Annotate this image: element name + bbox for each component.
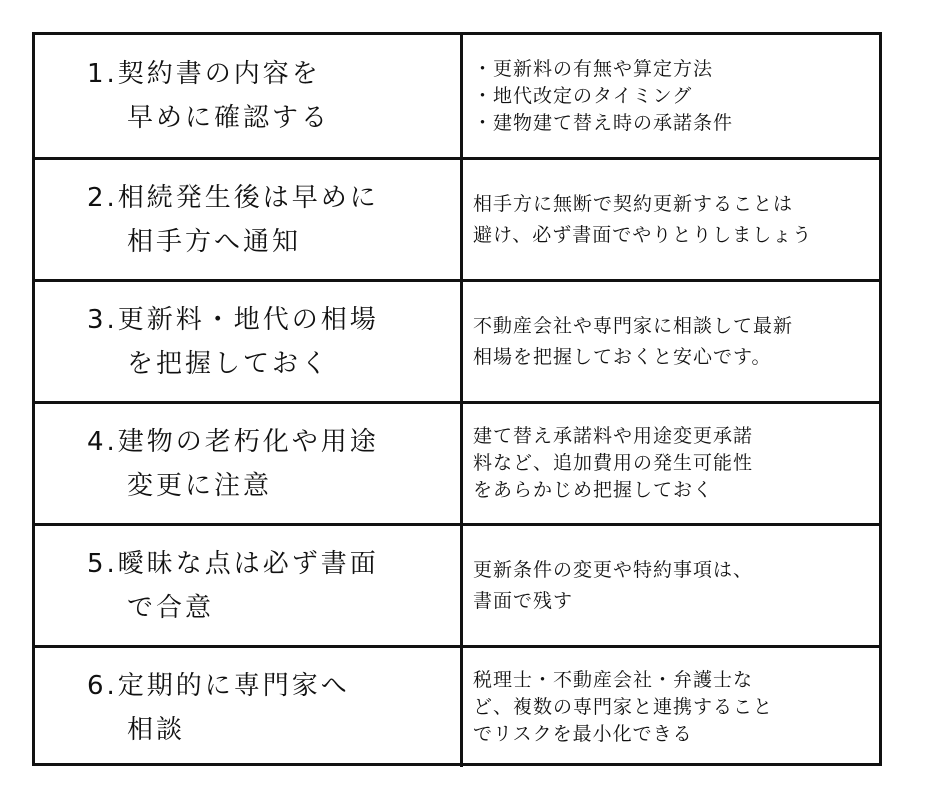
item-title-line: で合意 bbox=[127, 592, 215, 623]
item-detail-line: 相手方に無断で契約更新することは bbox=[473, 192, 794, 215]
table-row bbox=[35, 35, 879, 157]
item-title-line: 5.曖昧な点は必ず書面 bbox=[87, 548, 379, 579]
item-title-line: を把握しておく bbox=[127, 348, 331, 379]
column-divider bbox=[460, 404, 463, 523]
item-detail bbox=[473, 35, 871, 157]
item-title-line: 4.建物の老朽化や用途 bbox=[87, 426, 379, 457]
item-title bbox=[35, 648, 460, 767]
item-title-line: 1.契約書の内容を bbox=[87, 59, 321, 89]
item-detail-line: 更新条件の変更や特約事項は、 bbox=[473, 558, 754, 581]
item-detail-line: をあらかじめ把握しておく bbox=[473, 479, 714, 501]
item-detail-line: ど、複数の専門家と連携すること bbox=[473, 696, 774, 718]
column-divider bbox=[460, 160, 463, 279]
item-detail-line: 相場を把握しておくと安心です。 bbox=[473, 345, 772, 368]
column-divider bbox=[460, 35, 463, 157]
item-title-line: 6.定期的に専門家へ bbox=[87, 670, 350, 701]
item-detail bbox=[473, 526, 871, 645]
item-title bbox=[35, 404, 460, 523]
item-detail-line: 料など、追加費用の発生可能性 bbox=[473, 452, 754, 474]
item-detail-line: 避け、必ず書面でやりとりしましょう bbox=[473, 223, 813, 246]
item-title-line: 早めに確認する bbox=[127, 103, 331, 133]
column-divider bbox=[460, 526, 463, 645]
item-detail-line: ・地代改定のタイミング bbox=[473, 84, 693, 107]
item-detail bbox=[473, 282, 871, 401]
item-detail-line: でリスクを最小化できる bbox=[473, 723, 693, 745]
item-title-line: 2.相続発生後は早めに bbox=[87, 182, 379, 213]
item-title bbox=[35, 35, 460, 157]
item-detail bbox=[473, 648, 871, 767]
table-row bbox=[35, 279, 879, 401]
item-detail bbox=[473, 404, 871, 523]
item-title-line: 相談 bbox=[127, 714, 186, 745]
item-title-line: 3.更新料・地代の相場 bbox=[87, 304, 379, 335]
item-title-line: 相手方へ通知 bbox=[127, 226, 302, 257]
advice-table bbox=[32, 32, 882, 766]
item-detail-line: ・更新料の有無や算定方法 bbox=[473, 57, 714, 80]
item-title bbox=[35, 160, 460, 279]
item-title bbox=[35, 526, 460, 645]
column-divider bbox=[460, 648, 463, 767]
item-detail-line: 建て替え承諾料や用途変更承諾 bbox=[473, 425, 754, 447]
item-title-line: 変更に注意 bbox=[127, 470, 273, 501]
item-detail bbox=[473, 160, 871, 279]
item-detail-line: 税理士・不動産会社・弁護士な bbox=[473, 669, 754, 691]
item-title bbox=[35, 282, 460, 401]
table-row bbox=[35, 157, 879, 279]
table-row bbox=[35, 645, 879, 767]
item-detail-line: 書面で残す bbox=[473, 589, 574, 612]
column-divider bbox=[460, 282, 463, 401]
table-row bbox=[35, 523, 879, 645]
item-detail-line: 不動産会社や専門家に相談して最新 bbox=[473, 314, 794, 337]
table-row bbox=[35, 401, 879, 523]
item-detail-line: ・建物建て替え時の承諾条件 bbox=[473, 111, 734, 134]
